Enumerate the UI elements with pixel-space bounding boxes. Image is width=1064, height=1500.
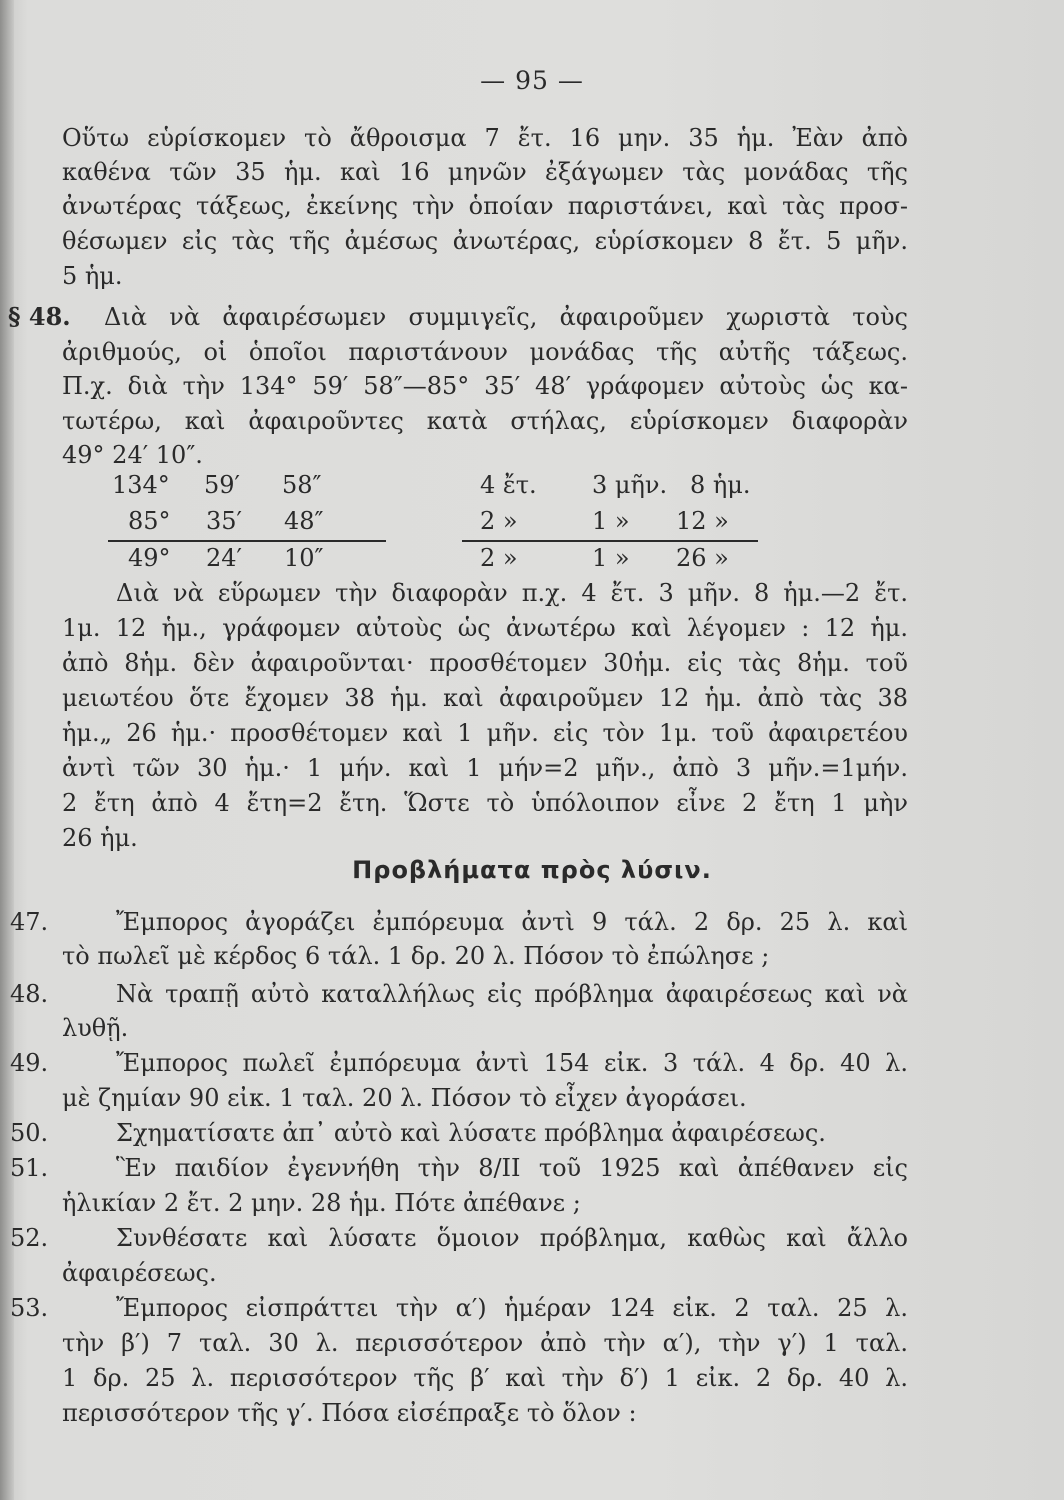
problem-line: τὴν β′) 7 ταλ. 30 λ. περισσότερον ἀπὸ τὴν α′), τὴν γ′) 1 ταλ.: [62, 1329, 908, 1357]
cell: 35′: [206, 507, 242, 535]
text-line: ἀνωτέρας τάξεως, ἐκείνης τὴν ὁποίαν παριστάνει, καὶ τὰς προσ-: [62, 192, 908, 220]
problem-line: Σχηματίσατε ἀπ᾽ αὐτὸ καὶ λύσατε πρόβλημα ἀφαιρέσεως.: [116, 1119, 826, 1147]
cell: 12 »: [676, 507, 729, 535]
cell: 2 »: [480, 544, 518, 572]
text-line: 49° 24′ 10″.: [62, 441, 203, 469]
cell: 49°: [128, 544, 171, 572]
cell: 85°: [128, 507, 171, 535]
text-line: ἀπὸ 8ἡμ. δὲν ἀφαιροῦνται· προσθέτομεν 30ἡμ. εἰς τὰς 8ἡμ. τοῦ: [62, 649, 908, 677]
problem-number: 47.: [10, 908, 49, 936]
page-binding-edge: [0, 0, 14, 1500]
page-number: — 95 —: [480, 66, 584, 95]
cell: 24′: [206, 544, 242, 572]
text-line: ἡμ.„ 26 ἡμ.· προσθέτομεν καὶ 1 μῆν. εἰς τὸν 1μ. τοῦ ἀφαιρετέου: [62, 719, 908, 747]
text-line: Π.χ. διὰ τὴν 134° 59′ 58″—85° 35′ 48′ γράφομεν αὐτοὺς ὡς κα-: [62, 372, 908, 400]
cell: 1 »: [592, 544, 630, 572]
cell: 3 μῆν.: [592, 471, 668, 499]
problem-line: ἡλικίαν 2 ἔτ. 2 μην. 28 ἡμ. Πότε ἀπέθανε ;: [62, 1189, 581, 1217]
problem-number: 50.: [10, 1119, 49, 1147]
text-line: Οὕτω εὑρίσκομεν τὸ ἄθροισμα 7 ἔτ. 16 μην. 35 ἡμ. Ἐὰν ἀπὸ: [62, 124, 908, 152]
problem-line: περισσότερον τῆς γ′. Πόσα εἰσέπραξε τὸ ὅλον :: [62, 1399, 637, 1427]
text-line: 26 ἡμ.: [62, 824, 138, 852]
text-line: ἀριθμούς, οἱ ὁποῖοι παριστάνουν μονάδας τῆς αὐτῆς τάξεως.: [62, 338, 908, 366]
problem-line: μὲ ζημίαν 90 εἰκ. 1 ταλ. 20 λ. Πόσον τὸ εἶχεν ἀγοράσει.: [62, 1084, 747, 1112]
cell: 10″: [284, 544, 324, 572]
problem-number: 48.: [10, 980, 49, 1008]
problem-line: ἀφαιρέσεως.: [62, 1259, 217, 1287]
problem-line: Νὰ τραπῇ αὐτὸ καταλλήλως εἰς πρόβλημα ἀφαιρέσεως καὶ νὰ: [116, 980, 908, 1008]
problem-number: 52.: [10, 1224, 49, 1252]
cell: 4 ἔτ.: [480, 471, 537, 499]
problem-line: Ἓν παιδίον ἐγεννήθη τὴν 8/ΙΙ τοῦ 1925 καὶ ἀπέθανεν εἰς: [116, 1154, 908, 1182]
cell: 1 »: [592, 507, 630, 535]
section-heading: Προβλήματα πρὸς λύσιν.: [352, 856, 712, 884]
cell: 26 »: [676, 544, 729, 572]
cell: 2 »: [480, 507, 518, 535]
cell: 58″: [282, 471, 322, 499]
section-label: § 48.: [8, 302, 71, 331]
problem-line: 1 δρ. 25 λ. περισσότερον τῆς β′ καὶ τὴν δ′) 1 εἰκ. 2 δρ. 40 λ.: [62, 1364, 908, 1392]
problem-line: Συνθέσατε καὶ λύσατε ὅμοιον πρόβλημα, καθὼς καὶ ἄλλο: [116, 1224, 908, 1252]
text-line: 1μ. 12 ἡμ., γράφομεν αὐτοὺς ὡς ἀνωτέρω καὶ λέγομεν : 12 ἡμ.: [62, 614, 908, 642]
problem-line: τὸ πωλεῖ μὲ κέρδος 6 τάλ. 1 δρ. 20 λ. Πόσον τὸ ἐπώλησε ;: [62, 942, 770, 970]
subtraction-rule: [462, 540, 758, 542]
text-line: Διὰ νὰ ἀφαιρέσωμεν συμμιγεῖς, ἀφαιροῦμεν χωριστὰ τοὺς: [104, 303, 908, 331]
problem-line: Ἔμπορος εἰσπράττει τὴν α′) ἡμέραν 124 εἰκ. 2 ταλ. 25 λ.: [116, 1294, 908, 1322]
text-line: ἀντὶ τῶν 30 ἡμ.· 1 μήν. καὶ 1 μήν=2 μῆν., ἀπὸ 3 μῆν.=1μήν.: [62, 754, 908, 782]
text-line: 2 ἔτη ἀπὸ 4 ἔτη=2 ἔτη. Ὥστε τὸ ὑπόλοιπον εἶνε 2 ἔτη 1 μὴν: [62, 789, 908, 817]
problem-line: λυθῇ.: [62, 1014, 129, 1042]
cell: 48″: [284, 507, 324, 535]
text-line: Διὰ νὰ εὕρωμεν τὴν διαφορὰν π.χ. 4 ἔτ. 3 μῆν. 8 ἡμ.—2 ἔτ.: [116, 579, 908, 607]
text-line: θέσωμεν εἰς τὰς τῆς ἀμέσως ἀνωτέρας, εὑρίσκομεν 8 ἔτ. 5 μῆν.: [62, 227, 908, 255]
text-line: καθένα τῶν 35 ἡμ. καὶ 16 μηνῶν ἐξάγωμεν τὰς μονάδας τῆς: [62, 158, 908, 186]
text-line: μειωτέου ὅτε ἔχομεν 38 ἡμ. καὶ ἀφαιροῦμεν 12 ἡμ. ἀπὸ τὰς 38: [62, 684, 908, 712]
cell: 8 ἡμ.: [690, 471, 751, 499]
cell: 59′: [204, 471, 240, 499]
cell: 134°: [112, 471, 170, 499]
problem-number: 49.: [10, 1049, 49, 1077]
problem-line: Ἔμπορος πωλεῖ ἐμπόρευμα ἀντὶ 154 εἰκ. 3 τάλ. 4 δρ. 40 λ.: [116, 1049, 908, 1077]
text-line: 5 ἡμ.: [62, 262, 123, 290]
text-line: τωτέρω, καὶ ἀφαιροῦντες κατὰ στήλας, εὑρίσκομεν διαφορὰν: [62, 407, 908, 435]
problem-number: 53.: [10, 1294, 49, 1322]
problem-number: 51.: [10, 1154, 49, 1182]
subtraction-rule: [108, 540, 386, 542]
problem-line: Ἔμπορος ἀγοράζει ἐμπόρευμα ἀντὶ 9 τάλ. 2 δρ. 25 λ. καὶ: [116, 908, 908, 936]
